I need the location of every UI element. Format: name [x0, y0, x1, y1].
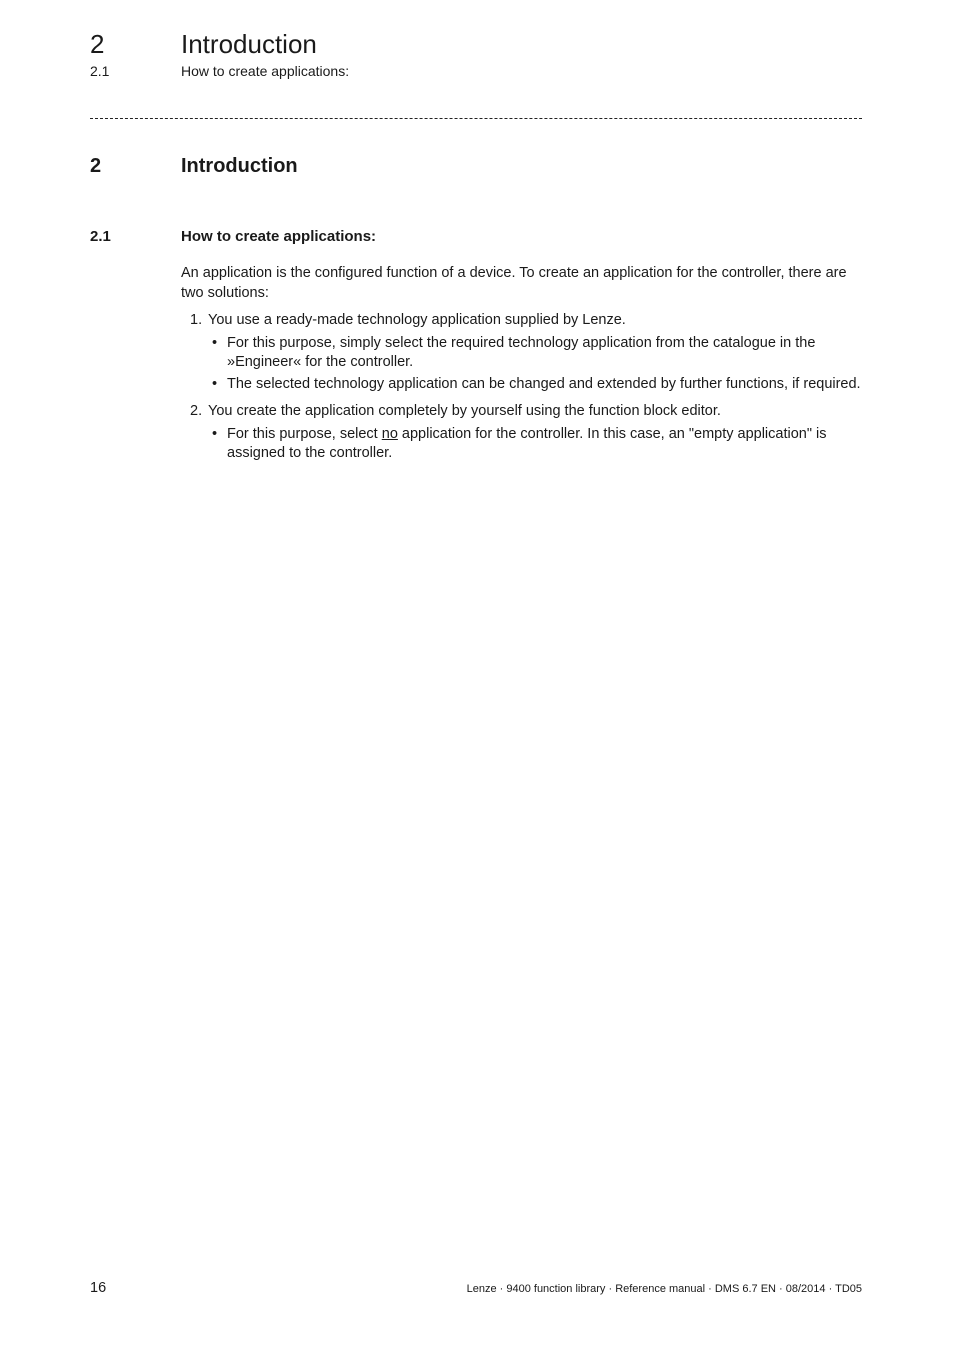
bullet-icon: •	[212, 375, 218, 392]
sub-bullet-list	[208, 425, 865, 464]
bullet-text-before: For this purpose, select	[227, 425, 382, 442]
list-item	[181, 402, 865, 464]
section-heading-number: 2.1	[90, 228, 111, 245]
emphasized-word: no	[381, 425, 398, 442]
bullet-icon: •	[212, 334, 218, 351]
bullet-text: The selected technology application can be changed and extended by further functions, if required.	[227, 375, 861, 392]
list-item-text: You create the application completely by yourself using the function block editor.	[208, 403, 721, 419]
intro-paragraph: An application is the configured function of a device. To create an application for the controller, there are two solutions:	[181, 265, 847, 301]
list-item-number: 2.	[190, 403, 203, 419]
bullet-text: For this purpose, simply select the required technology application from the catalogue in the »Engineer« for the controller.	[227, 334, 816, 370]
header-section-title: How to create applications:	[181, 63, 350, 79]
list-item-number: 1.	[190, 312, 203, 328]
header-chapter-number: 2	[90, 29, 105, 59]
bullet-text	[227, 426, 827, 462]
bullet-text-after: application for the controller. In this case, an "empty application" is assigned to the controller.	[227, 425, 827, 461]
chapter-heading-title: Introduction	[181, 155, 298, 177]
header-section-number: 2.1	[90, 63, 110, 79]
list-item	[181, 311, 865, 394]
bullet-item	[208, 375, 865, 395]
footer-doc-info: Lenze · 9400 function library · Reference manual · DMS 6.7 EN · 08/2014 · TD05	[466, 1283, 862, 1295]
solutions-list	[181, 311, 865, 464]
chapter-heading-number: 2	[90, 155, 102, 177]
page-number: 16	[90, 1280, 107, 1296]
header-chapter-title: Introduction	[181, 29, 317, 59]
bullet-icon: •	[212, 425, 218, 442]
list-item-text: You use a ready-made technology application supplied by Lenze.	[208, 312, 626, 328]
bullet-item	[208, 334, 865, 373]
bullet-item	[208, 425, 865, 464]
sub-bullet-list	[208, 334, 865, 395]
section-heading-title: How to create applications:	[181, 228, 377, 245]
body-content	[181, 264, 865, 472]
header-divider	[90, 118, 862, 119]
